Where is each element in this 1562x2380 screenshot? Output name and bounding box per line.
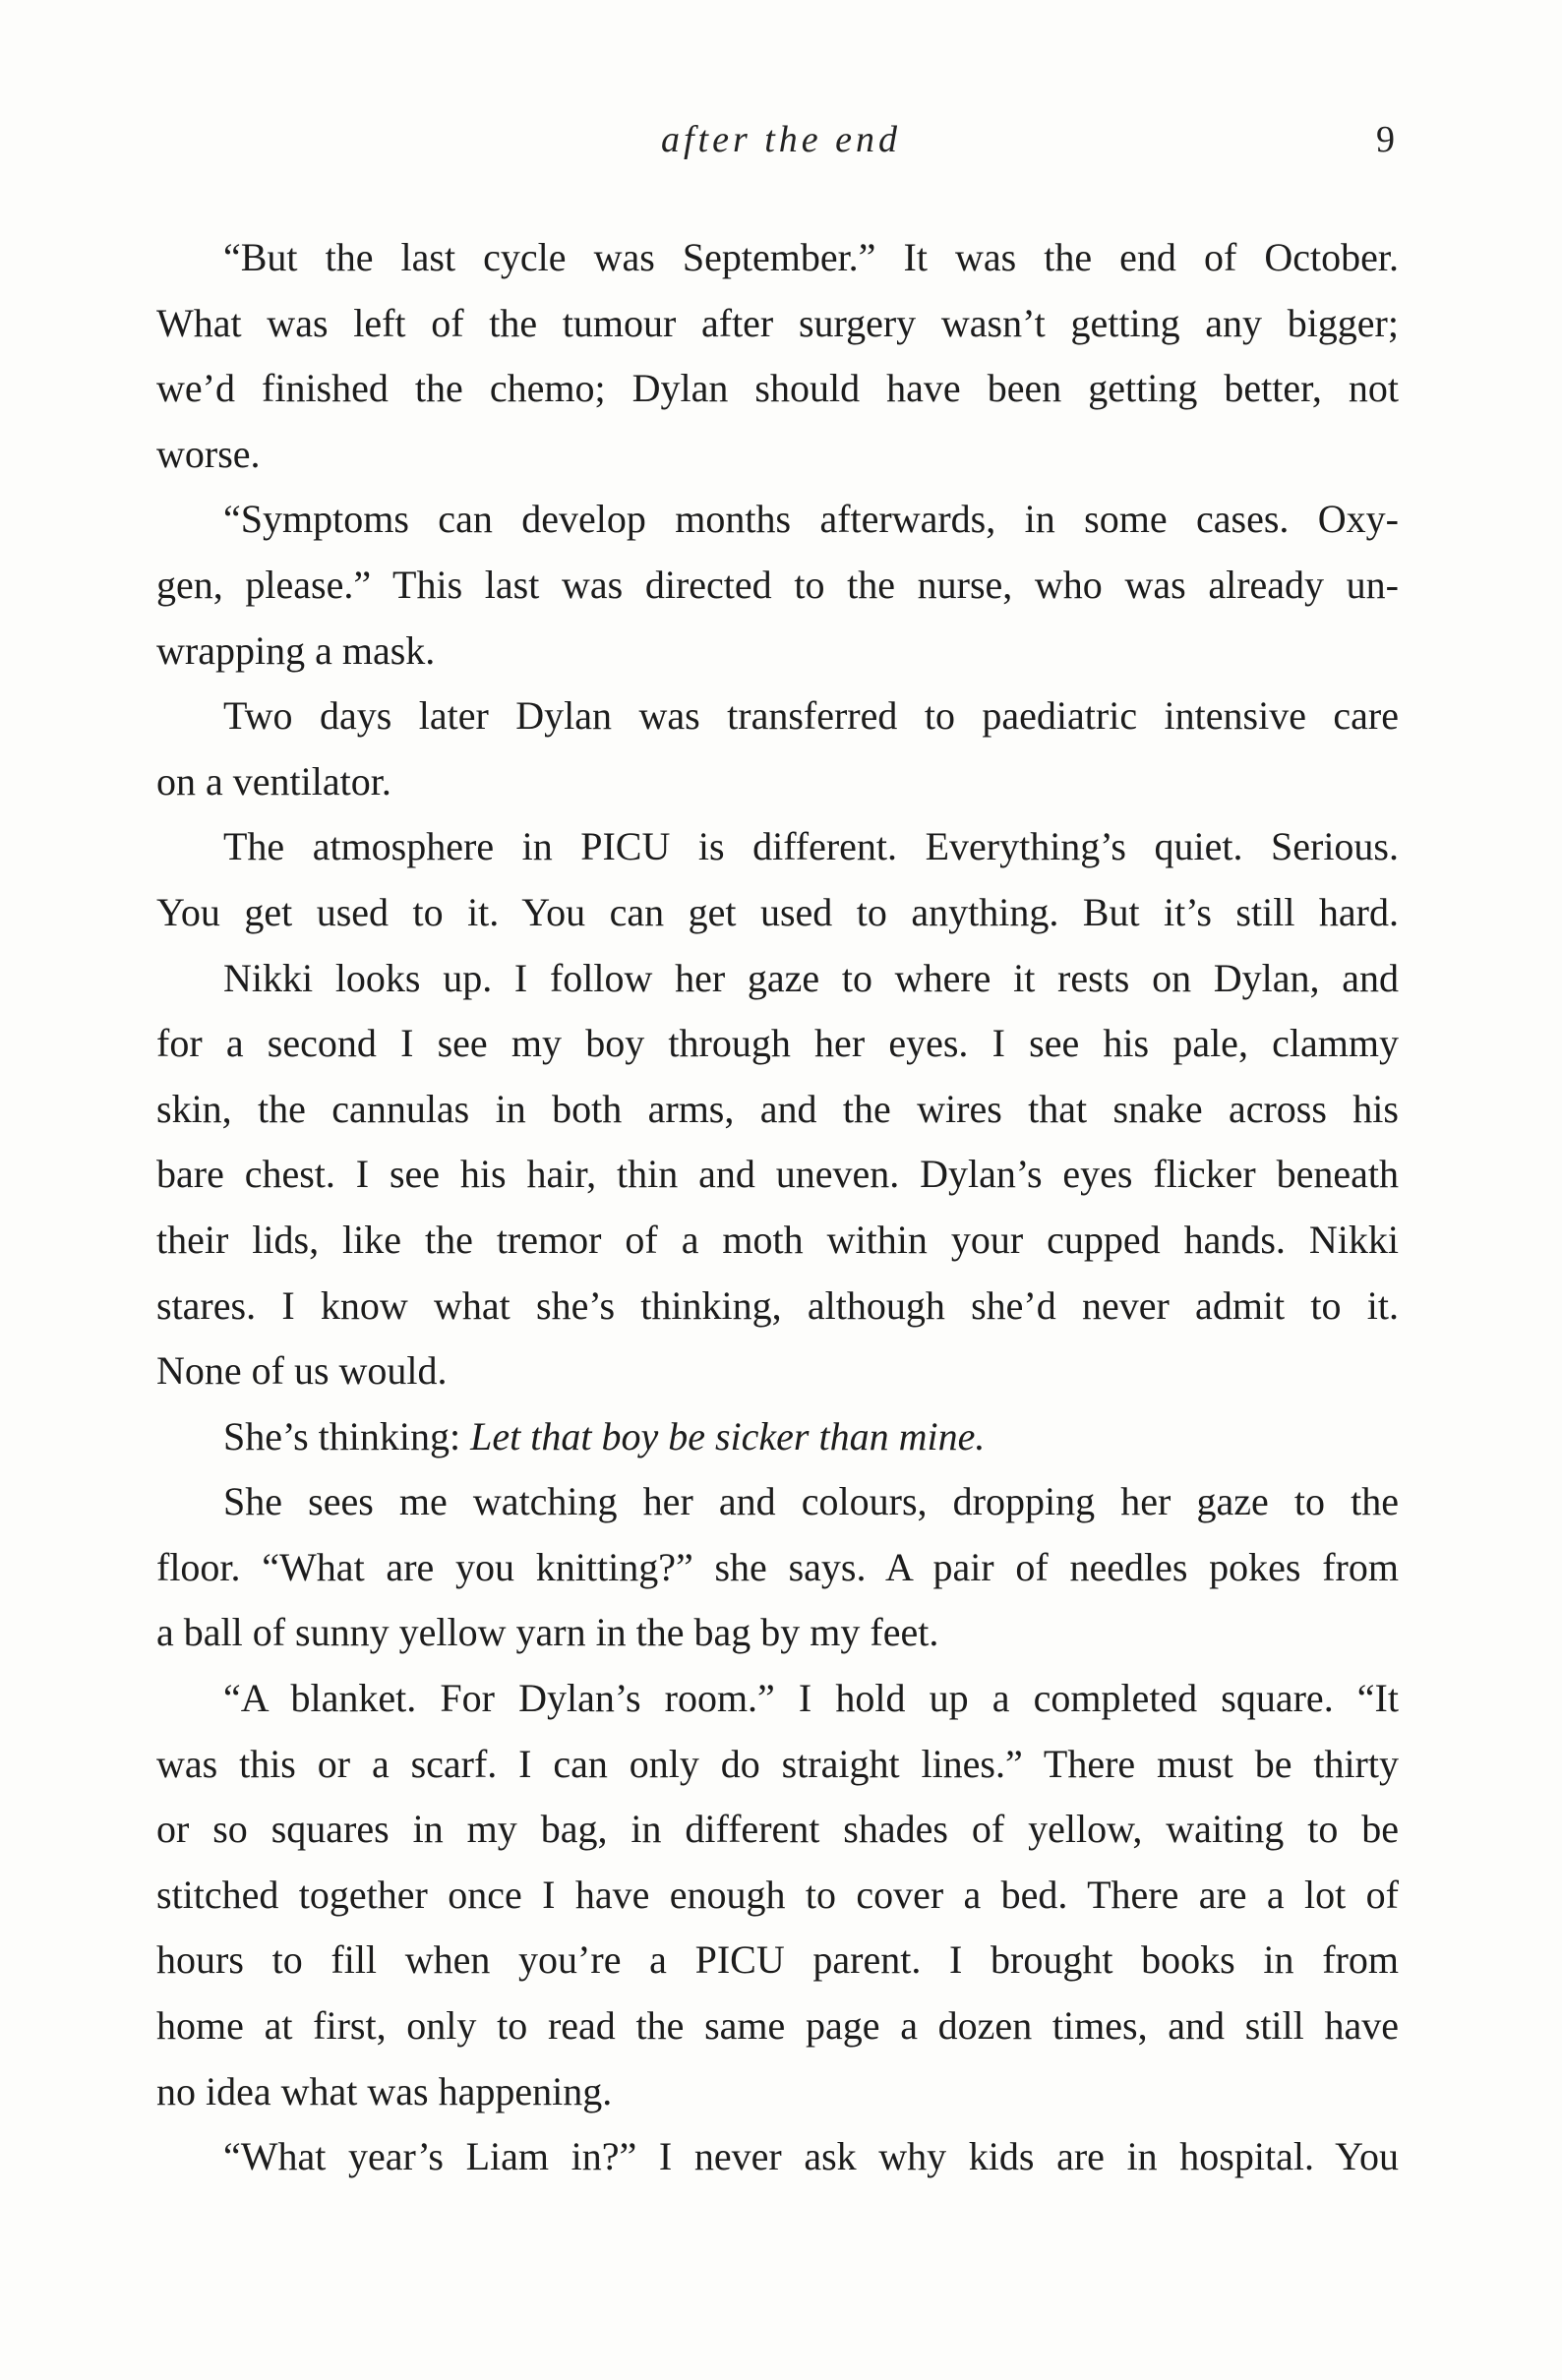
text-line: “Symptoms can develop months afterwards, in some cases. Oxy-	[223, 497, 1399, 542]
text-line: we’d finished the chemo; Dylan should have been getting better, not	[156, 366, 1399, 411]
text-line: “What year’s Liam in?” I never ask why kids are in hospital. You	[223, 2134, 1399, 2179]
text-line: home at first, only to read the same page a dozen times, and still have	[156, 2003, 1399, 2049]
text-line: no idea what was happening.	[156, 2068, 613, 2113]
italic-phrase: Let that boy be sicker than mine.	[470, 1413, 986, 1458]
text-line: their lids, like the tremor of a moth within your cupped hands. Nikki	[156, 1217, 1399, 1262]
text-line: gen, please.” This last was directed to the nurse, who was already un-	[156, 562, 1399, 607]
text-line: Nikki looks up. I follow her gaze to where it rests on Dylan, and	[223, 955, 1399, 1000]
text-line: stitched together once I have enough to cover a bed. There are a lot of	[156, 1872, 1399, 1917]
text-line: was this or a scarf. I can only do straight lines.” There must be thirty	[156, 1741, 1399, 1786]
text-line: floor. “What are you knitting?” she says. A pair of needles pokes from	[156, 1544, 1399, 1589]
text-line: or so squares in my bag, in different shades of yellow, waiting to be	[156, 1807, 1399, 1852]
text-line: bare chest. I see his hair, thin and uneven. Dylan’s eyes flicker beneath	[156, 1152, 1399, 1197]
text-line: None of us would.	[156, 1348, 448, 1394]
page-number: 9	[1376, 119, 1395, 160]
text-line: wrapping a mask.	[156, 627, 436, 673]
text-line: worse.	[156, 431, 261, 476]
text-line: “But the last cycle was September.” It was the end of October.	[223, 235, 1399, 279]
body-text	[156, 225, 1399, 2190]
text-line: hours to fill when you’re a PICU parent. I brought books in from	[156, 1937, 1399, 1983]
text-line: She sees me watching her and colours, dropping her gaze to the	[223, 1479, 1399, 1524]
text-line: skin, the cannulas in both arms, and the wires that snake across his	[156, 1086, 1399, 1131]
text-line: a ball of sunny yellow yarn in the bag by my feet.	[156, 1610, 939, 1655]
text-line: You get used to it. You can get used to anything. But it’s still hard.	[156, 889, 1399, 934]
text-line-with-italic	[156, 1404, 1399, 1470]
text-line: for a second I see my boy through her eyes. I see his pale, clammy	[156, 1021, 1399, 1066]
running-title: after the end	[660, 119, 902, 160]
text-line: The atmosphere in PICU is different. Everything’s quiet. Serious.	[223, 824, 1399, 869]
running-head	[0, 118, 1562, 177]
text-line: stares. I know what she’s thinking, although she’d never admit to it.	[156, 1282, 1399, 1328]
text-span: She’s thinking:	[223, 1413, 471, 1458]
text-line: Two days later Dylan was transferred to paediatric intensive care	[223, 693, 1399, 739]
text-line: on a ventilator.	[156, 758, 391, 803]
text-line: What was left of the tumour after surgery wasn’t getting any bigger;	[156, 300, 1399, 345]
text-line: “A blanket. For Dylan’s room.” I hold up a completed square. “It	[223, 1676, 1399, 1721]
